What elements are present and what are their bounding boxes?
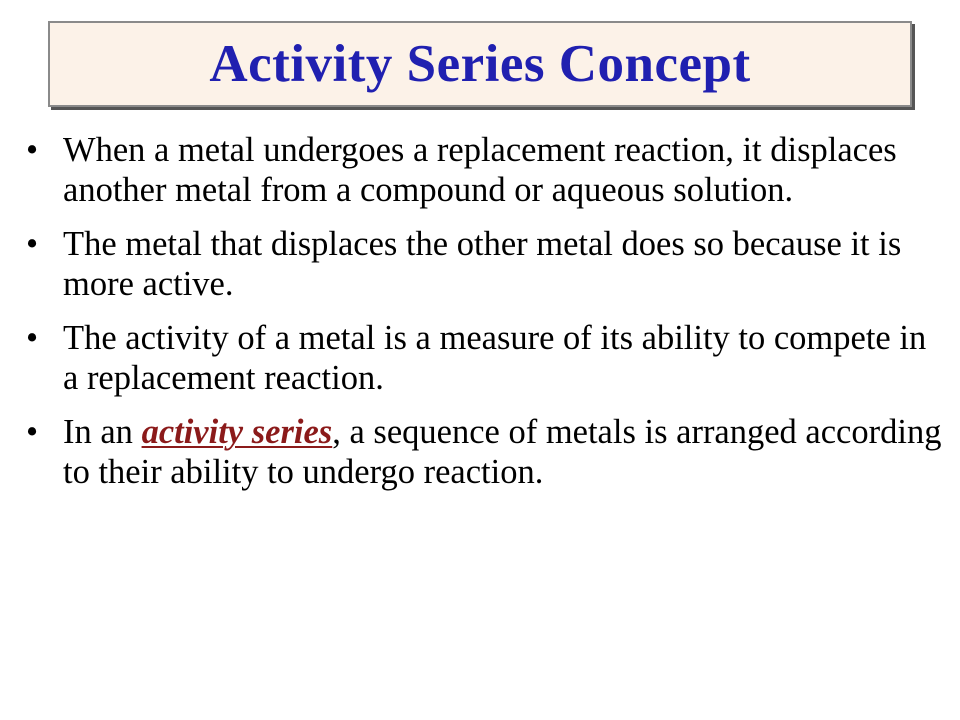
bullet-text: When a metal undergoes a replacement reaction, it displaces another metal from a compound or aqueous solution. [63, 131, 897, 209]
slide-title: Activity Series Concept [209, 34, 751, 93]
bullet-text: The activity of a metal is a measure of its ability to compete in a replacement reaction. [63, 319, 927, 397]
bullet-item [26, 412, 946, 492]
bullet-dot-icon: • [26, 131, 39, 169]
bullet-list [26, 130, 946, 506]
activity-series-term: activity series [141, 413, 333, 451]
bullet-text-suffix: , a sequence of metals is arranged according to their ability to undergo reaction. [63, 413, 942, 491]
bullet-text-prefix: In an [63, 413, 142, 451]
bullet-item [26, 130, 946, 210]
bullet-item [26, 224, 946, 304]
bullet-dot-icon: • [26, 413, 39, 451]
bullet-item [26, 318, 946, 398]
bullet-dot-icon: • [26, 225, 39, 263]
title-banner [48, 21, 912, 107]
bullet-text: The metal that displaces the other metal does so because it is more active. [63, 225, 902, 303]
bullet-dot-icon: • [26, 319, 39, 357]
